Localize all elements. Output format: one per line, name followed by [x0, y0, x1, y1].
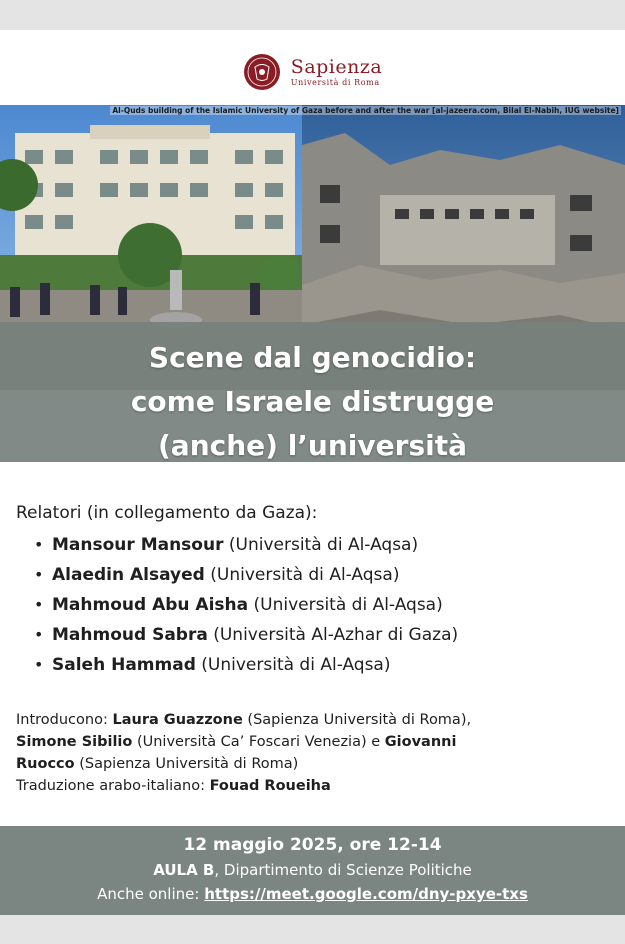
speaker-affiliation: (Università Al-Azhar di Gaza)	[207, 625, 459, 645]
meeting-link[interactable]: https://meet.google.com/dny-pxye-txs	[204, 885, 528, 903]
speakers-section	[16, 502, 616, 680]
translation-line	[16, 775, 616, 797]
translation-label: Traduzione arabo-italiano:	[16, 778, 210, 794]
online-line	[0, 882, 625, 906]
bullet-icon: •	[34, 595, 44, 614]
event-room: AULA B	[153, 861, 215, 879]
speaker-name: Mahmoud Sabra	[52, 625, 208, 645]
speaker-item	[34, 650, 616, 680]
intro-line-3	[16, 753, 616, 775]
speaker-item	[34, 620, 616, 650]
speaker-affiliation: (Università di Al-Aqsa)	[223, 535, 419, 555]
speaker-item	[34, 530, 616, 560]
event-details-footer	[0, 826, 625, 915]
intro-line-1	[16, 709, 616, 731]
bullet-icon: •	[34, 535, 44, 554]
introducer-name: Giovanni	[384, 734, 457, 750]
title-line-1: Scene dal genocidio:	[148, 341, 477, 374]
event-date: 12 maggio 2025, ore 12-14	[183, 835, 442, 855]
speaker-affiliation: (Università di Al-Aqsa)	[248, 595, 443, 615]
event-department: , Dipartimento di Scienze Politiche	[214, 861, 472, 879]
bullet-icon: •	[34, 655, 44, 674]
event-location	[0, 858, 625, 882]
introducer-affiliation: (Università Ca’ Foscari Venezia) e	[132, 734, 385, 750]
introducer-name: Simone Sibilio	[16, 734, 133, 750]
sapienza-seal-icon	[243, 53, 281, 91]
intro-label: Introducono:	[16, 712, 113, 728]
brand-subtitle: Università di Roma	[290, 77, 380, 87]
title-line-2: come Israele distrugge	[130, 385, 495, 418]
introducer-affiliation: (Sapienza Università di Roma)	[74, 756, 299, 772]
online-label: Anche online:	[97, 885, 205, 903]
translator-name: Fouad Roueiha	[209, 778, 331, 794]
introducer-name: Ruocco	[16, 756, 75, 772]
introducer-affiliation: (Sapienza Università di Roma),	[242, 712, 472, 728]
introducer-name: Laura Guazzone	[112, 712, 243, 728]
bullet-icon: •	[34, 565, 44, 584]
bullet-icon: •	[34, 625, 44, 644]
introduction-section	[16, 709, 616, 797]
speaker-affiliation: (Università di Al-Aqsa)	[195, 655, 391, 675]
university-logo	[0, 48, 625, 96]
speaker-affiliation: (Università di Al-Aqsa)	[204, 565, 400, 585]
intro-line-2	[16, 731, 616, 753]
speaker-item	[34, 590, 616, 620]
speaker-list	[16, 530, 616, 680]
photo-caption: Al-Quds building of the Islamic University of Gaza before and after the war [al-jazeera.com, Bilal El-Nabih, IUG website]	[112, 106, 619, 115]
speakers-label: Relatori (in collegamento da Gaza):	[16, 503, 318, 523]
brand-name: Sapienza	[290, 55, 383, 78]
event-title	[0, 336, 625, 468]
speaker-name: Mahmoud Abu Aisha	[52, 595, 249, 615]
speaker-name: Saleh Hammad	[52, 655, 196, 675]
speaker-item	[34, 560, 616, 590]
speaker-name: Mansour Mansour	[52, 535, 224, 555]
event-poster	[0, 30, 625, 915]
speaker-name: Alaedin Alsayed	[52, 565, 205, 585]
title-line-3: (anche) l’università	[158, 429, 467, 462]
